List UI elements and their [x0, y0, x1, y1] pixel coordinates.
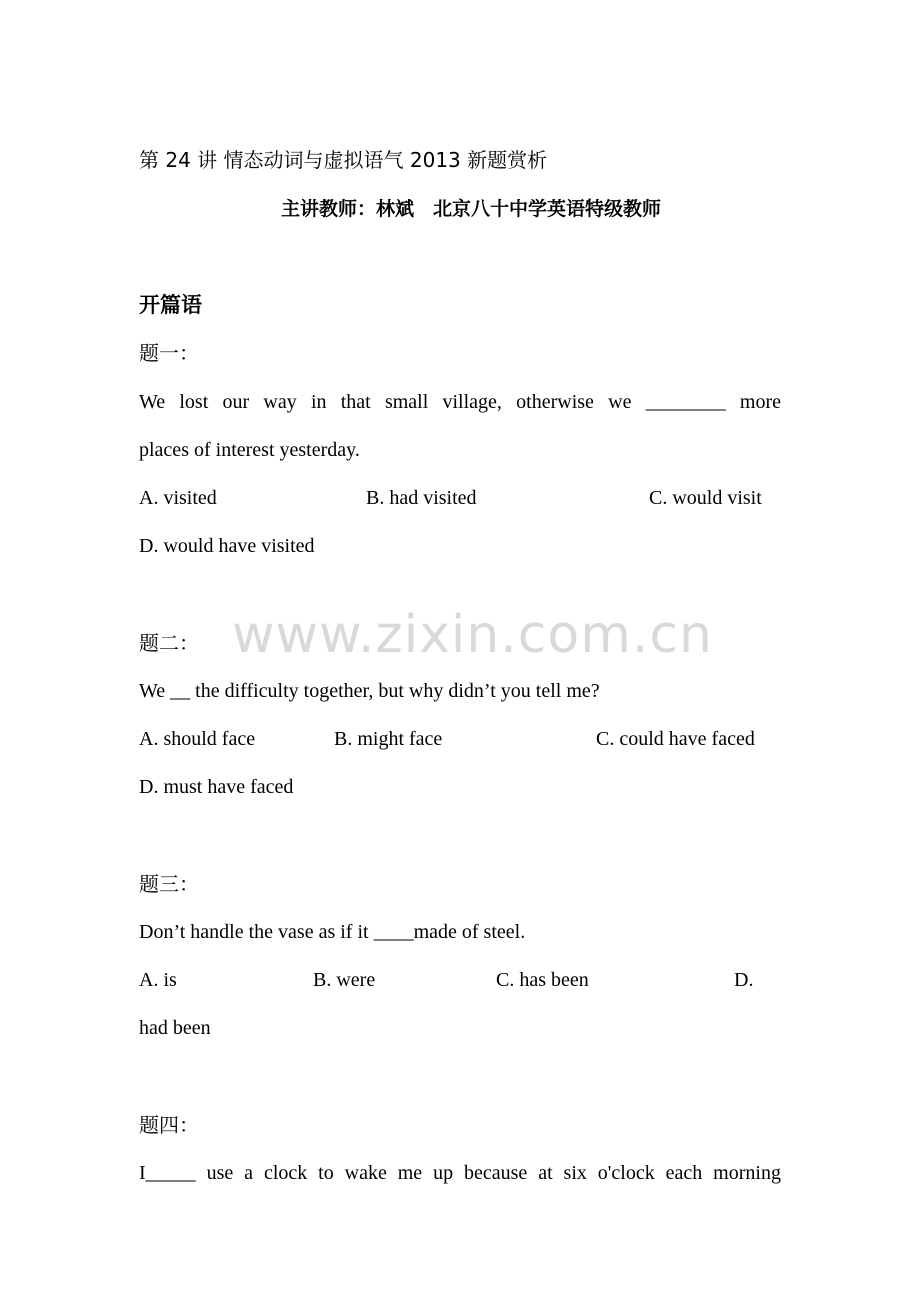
question-1-option-d: D. would have visited [139, 535, 315, 557]
word: because [464, 1162, 528, 1184]
question-1-option-a: A. visited [139, 487, 217, 509]
word: in [310, 391, 327, 413]
word: small [384, 391, 429, 413]
question-2-option-d: D. must have faced [139, 776, 294, 798]
question-3-option-d-text: had been [139, 1017, 211, 1039]
word: otherwise [516, 391, 594, 413]
word: wake [344, 1162, 387, 1184]
word: use [206, 1162, 234, 1184]
word: we [608, 391, 632, 413]
question-2-label: 题二： [139, 631, 199, 655]
word: We [139, 391, 166, 413]
word: our [222, 391, 250, 413]
word: I_____ [139, 1162, 196, 1184]
question-2-option-a: A. should face [139, 728, 256, 750]
section-heading: 开篇语 [139, 293, 202, 317]
word: o'clock [597, 1162, 655, 1184]
question-3-option-c: C. has been [496, 969, 589, 991]
word: way [263, 391, 297, 413]
word: six [563, 1162, 587, 1184]
question-3-option-a: A. is [139, 969, 177, 991]
question-2-option-c: C. could have faced [596, 728, 755, 750]
word: clock [263, 1162, 308, 1184]
lecturer-info: 主讲教师：林斌 北京八十中学英语特级教师 [280, 198, 661, 220]
question-4-stem-line-1 [139, 1160, 781, 1186]
lecture-title: 第 24 讲 情态动词与虚拟语气 2013 新题赏析 [139, 148, 548, 172]
word: that [340, 391, 371, 413]
question-1-stem-line-2: places of interest yesterday. [139, 439, 360, 461]
watermark-text: www.zixin.com.cn [232, 605, 713, 665]
question-4-label: 题四： [139, 1113, 199, 1137]
question-3-label: 题三： [139, 872, 199, 896]
question-1-option-c: C. would visit [649, 487, 762, 509]
word: a [244, 1162, 254, 1184]
question-3-option-b: B. were [313, 969, 376, 991]
word: to [318, 1162, 334, 1184]
word: each [665, 1162, 703, 1184]
word: at [538, 1162, 553, 1184]
word: me [397, 1162, 423, 1184]
question-3-option-d-letter: D. [734, 969, 754, 991]
question-1-label: 题一： [139, 341, 199, 365]
word: village, [442, 391, 502, 413]
question-1-stem-line-1 [139, 389, 781, 415]
word: ________ [645, 391, 726, 413]
question-1-option-b: B. had visited [366, 487, 477, 509]
word: up [433, 1162, 454, 1184]
word: lost [179, 391, 209, 413]
question-2-option-b: B. might face [334, 728, 443, 750]
question-2-stem: We __ the difficulty together, but why didn’t you tell me? [139, 680, 600, 702]
question-3-stem: Don’t handle the vase as if it ____made of steel. [139, 921, 526, 943]
word: more [739, 391, 781, 413]
word: morning [713, 1162, 781, 1184]
